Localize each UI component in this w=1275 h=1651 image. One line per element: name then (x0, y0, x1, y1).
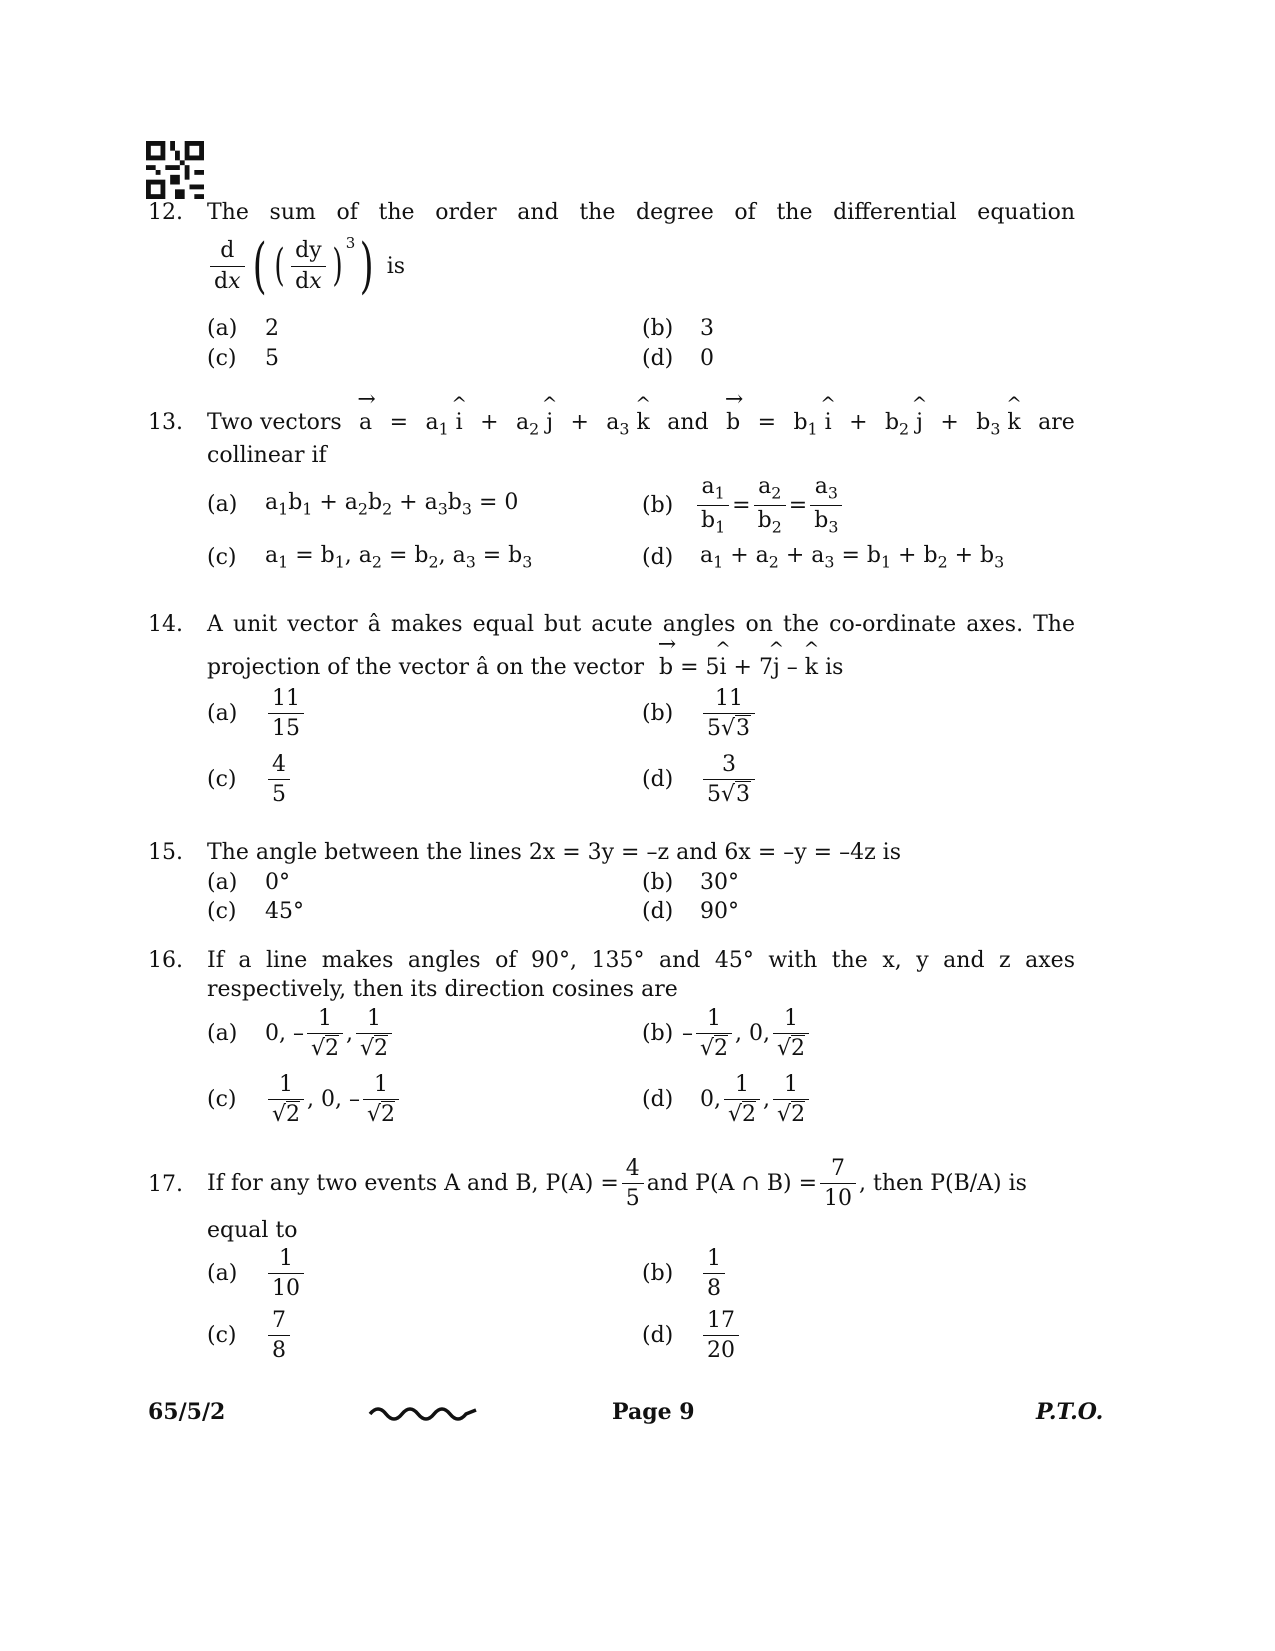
question-13-text: Two vectors → a = $a_1$ ^ i + $a_2$ ^ j + $a_3$ ^ k and → b = $b_1$ ^ i + $b_2$ ^ j + $b_3$ ^ k are (207, 410, 1075, 439)
question-14-number: 14. (148, 612, 183, 637)
question-16-number: 16. (148, 948, 183, 973)
q14-option-b[interactable]: (b) $\frac{11}{5√3}$ (642, 686, 758, 742)
q16-option-d[interactable]: (d) 0, $\frac{1}{√2}$ , $\frac{1}{√2}$ (642, 1072, 812, 1128)
pto-text: P.T.O. (1036, 1399, 1104, 1425)
question-13-number: 13. (148, 410, 183, 435)
is-text: is (386, 253, 406, 279)
qr-code (146, 141, 204, 199)
q15-option-d[interactable]: (d) 90° (642, 899, 739, 924)
question-16-text-line1: If a line makes angles of 90°, 135° and 45° with the x, y and z axes (207, 948, 1075, 973)
exponent: 3 (345, 234, 356, 252)
q13-option-c[interactable]: (c) $a_1 = b_1$, $a_2 = b_2$, $a_3 = b_3$ (207, 543, 533, 572)
paper-code: 65/5/2 (148, 1399, 226, 1425)
q16-option-a[interactable]: (a) 0, – $\frac{1}{√2}$ , $\frac{1}{√2}$ (207, 1006, 395, 1062)
q13-option-a[interactable]: (a) $a_1b_1 + a_2b_2 + a_3b_3 = 0$ (207, 490, 519, 519)
q15-option-a[interactable]: (a) 0° (207, 870, 290, 895)
q16-option-c[interactable]: (c) $\frac{1}{√2}$ , 0, – $\frac{1}{√2}$ (207, 1072, 402, 1128)
q17-option-b[interactable]: (b) $\frac{1}{8}$ (642, 1246, 728, 1302)
question-17-text: If for any two events A and B, P(A) = $\frac{4}{5}$ and P(A ∩ B) = $\frac{7}{10}$ , then P(B/A) is (207, 1156, 1027, 1212)
question-15-number: 15. (148, 840, 183, 865)
q17-option-c[interactable]: (c) $\frac{7}{8}$ (207, 1308, 293, 1364)
question-12-equation: $\frac{d}{dx}$ ( ( $\frac{dy}{dx}$ ) 3 ) is (207, 236, 405, 296)
q14-option-a[interactable]: (a) $\frac{11}{15}$ (207, 686, 307, 742)
question-16-text-line2: respectively, then its direction cosines are (207, 977, 678, 1002)
q15-option-c[interactable]: (c) 45° (207, 899, 304, 924)
q12-option-d[interactable]: (d) 0 (642, 346, 714, 371)
q17-option-d[interactable]: (d) $\frac{17}{20}$ (642, 1308, 742, 1364)
page-number: Page 9 (612, 1399, 695, 1425)
question-15-text: The angle between the lines 2x = 3y = –z and 6x = –y = –4z is (207, 840, 902, 865)
q12-option-b[interactable]: (b) 3 (642, 316, 714, 341)
question-12-text: The sum of the order and the degree of the differential equation (207, 200, 1075, 225)
q12-option-a[interactable]: (a) 2 (207, 316, 279, 341)
q16-option-b[interactable]: (b) – $\frac{1}{√2}$ , 0, $\frac{1}{√2}$ (642, 1006, 812, 1062)
q12-option-c[interactable]: (c) 5 (207, 346, 279, 371)
q15-option-b[interactable]: (b) 30° (642, 870, 739, 895)
wave-ornament-icon (368, 1404, 478, 1424)
question-12-number: 12. (148, 200, 183, 225)
question-17-number: 17. (148, 1172, 183, 1197)
question-13-text-line2: collinear if (207, 443, 327, 468)
q13-option-d[interactable]: (d) $a_1 + a_2 + a_3 = b_1 + b_2 + b_3$ (642, 543, 1005, 572)
question-17-text-line2: equal to (207, 1218, 298, 1243)
q14-option-c[interactable]: (c) $\frac{4}{5}$ (207, 752, 293, 808)
q17-option-a[interactable]: (a) $\frac{1}{10}$ (207, 1246, 307, 1302)
q14-option-d[interactable]: (d) $\frac{3}{5√3}$ (642, 752, 758, 808)
question-14-text-line1: A unit vector â makes equal but acute angles on the co-ordinate axes. The (207, 612, 1075, 637)
question-14-text-line2: projection of the vector â on the vector → b = 5^ i + 7^ j – ^ k is (207, 655, 1075, 680)
q13-option-b[interactable]: (b) $\frac{a_1}{b_1}$ = $\frac{a_2}{b_2}$ = $\frac{a_3}{b_3}$ (642, 474, 845, 537)
